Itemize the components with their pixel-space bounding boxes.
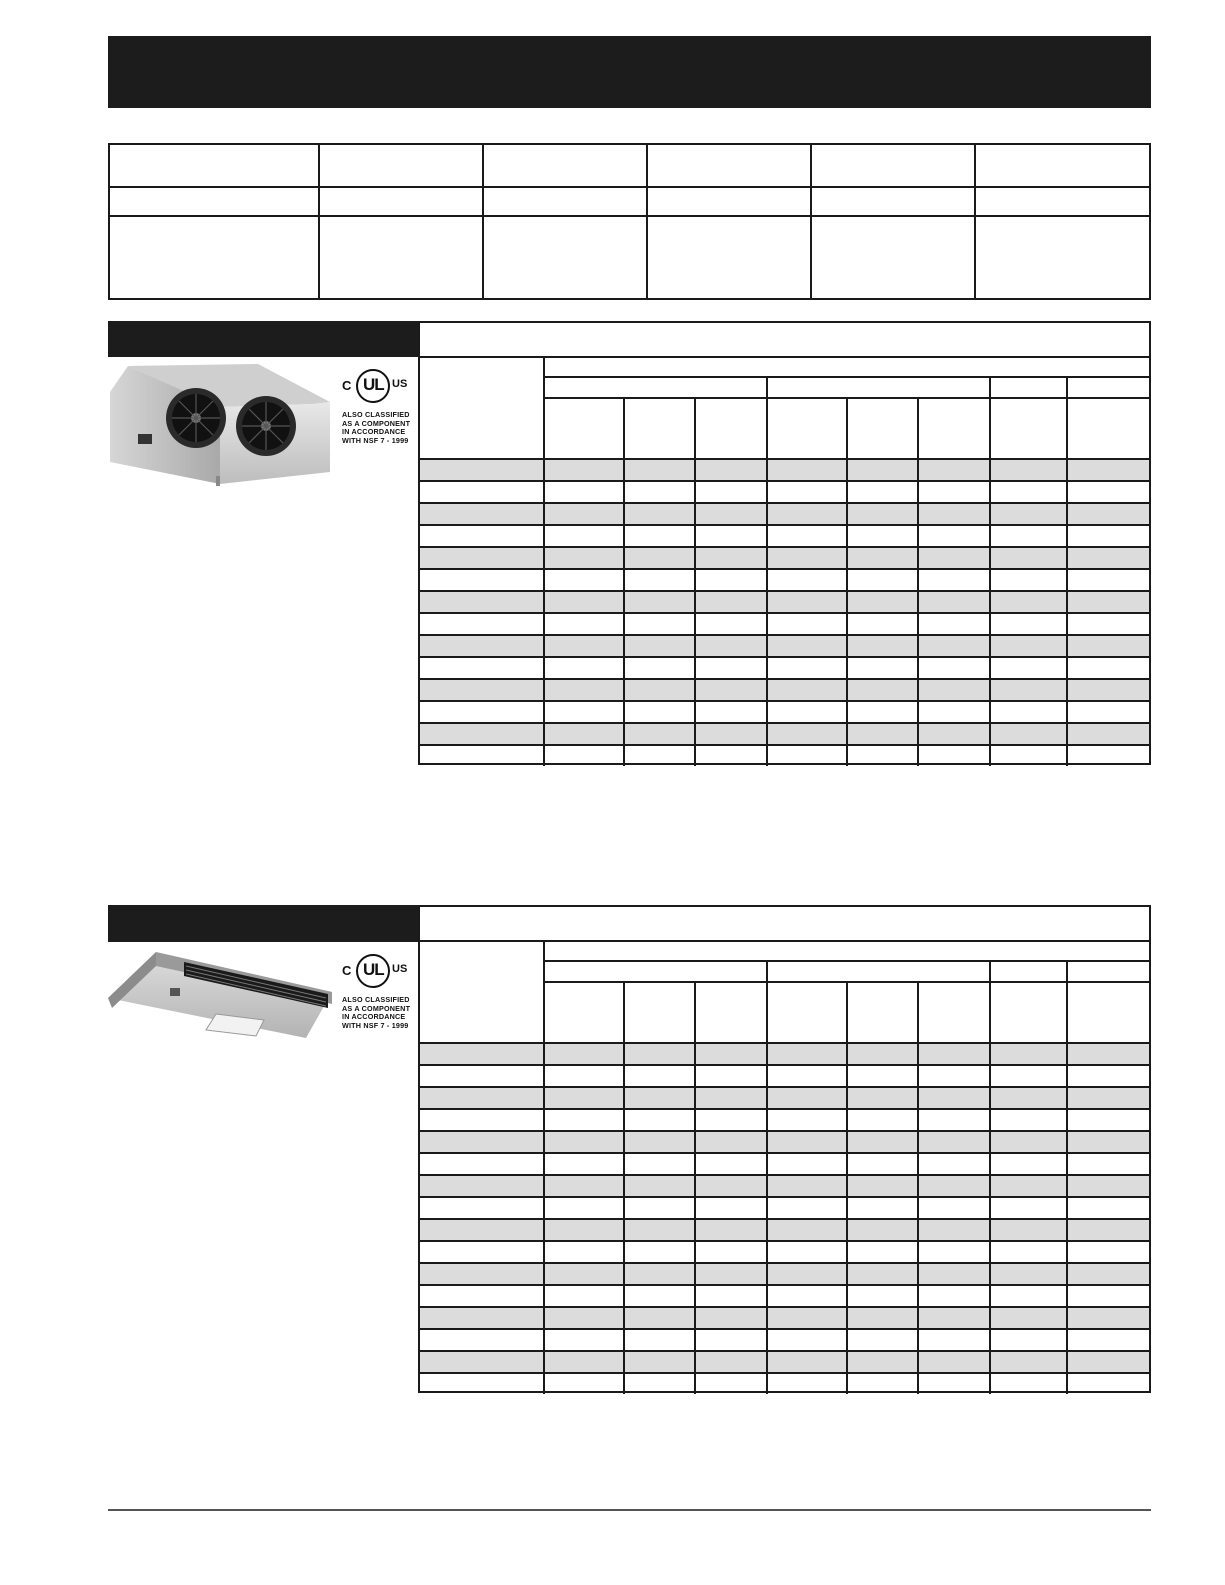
product-photo-low-profile-unit [106,948,334,1042]
row-rule [420,612,1149,614]
header-col-rule [623,397,625,458]
header-col-rule [989,960,991,1042]
header-rule [543,960,1149,962]
header-col-rule [766,376,768,458]
table-row [420,1306,1149,1328]
row-rule [420,634,1149,636]
row-rule [420,1152,1149,1154]
body-col-rule [694,1042,696,1394]
row-rule [420,1328,1149,1330]
header-col-rule [623,981,625,1042]
row-rule [420,1218,1149,1220]
section-2-data-table [418,940,1151,1393]
row-rule [420,546,1149,548]
table-row [420,1350,1149,1372]
table-row [420,1042,1149,1064]
spec-col-divider [810,145,812,298]
row-rule [420,590,1149,592]
product-photo-two-fan-unit [108,362,333,487]
table-row [420,524,1149,546]
row-rule [420,524,1149,526]
row-rule [420,1306,1149,1308]
body-col-rule [694,458,696,766]
table-row [420,1372,1149,1394]
row-rule [420,744,1149,746]
table-row [420,502,1149,524]
row-rule [420,1262,1149,1264]
row-rule [420,678,1149,680]
table-row [420,612,1149,634]
row-rule [420,1196,1149,1198]
table-row [420,480,1149,502]
body-col-rule [917,1042,919,1394]
header-col-rule [989,376,991,458]
table-row [420,744,1149,766]
row-rule [420,1240,1149,1242]
table-row [420,1086,1149,1108]
spec-row-divider [110,215,1149,217]
footer-rule [108,1509,1151,1511]
ul-certification-mark [342,954,411,1044]
body-col-rule [846,1042,848,1394]
nsf-classification-note: ALSO CLASSIFIED AS A COMPONENT IN ACCORDANCE WITH NSF 7 - 1999 [342,995,411,1030]
ul-us-label: US [392,378,408,390]
section-2-table-title-frame [418,905,1151,942]
header-col-rule [694,397,696,458]
row-rule [420,656,1149,658]
ul-logo-text: UL [363,960,384,979]
table-row [420,634,1149,656]
spec-table [108,143,1151,300]
header-col-rule [846,981,848,1042]
body-col-rule [623,1042,625,1394]
section-1-table-title-frame [418,321,1151,358]
row-rule [420,1284,1149,1286]
table-row [420,458,1149,480]
row-rule [420,1086,1149,1088]
nsf-classification-note: ALSO CLASSIFIED AS A COMPONENT IN ACCORDANCE WITH NSF 7 - 1999 [342,410,411,445]
table-row [420,1196,1149,1218]
body-col-rule [1066,1042,1068,1394]
spec-col-divider [974,145,976,298]
row-rule [420,480,1149,482]
body-col-rule [543,1042,545,1394]
row-rule [420,568,1149,570]
header-col-rule [1066,376,1068,458]
table-row [420,700,1149,722]
row-rule [420,1350,1149,1352]
header-col-rule [846,397,848,458]
ul-logo-text: UL [363,375,384,394]
section-1-title-bar [108,321,418,357]
section-2-title-bar [108,905,418,942]
row-rule [420,1108,1149,1110]
body-col-rule [766,458,768,766]
table-row [420,1262,1149,1284]
ul-us-label: US [392,963,408,975]
table-row [420,590,1149,612]
ul-certification-mark [342,369,411,459]
header-col-rule [917,397,919,458]
ul-c-label: C [342,963,352,978]
row-rule [420,700,1149,702]
body-col-rule [766,1042,768,1394]
page-header-bar [108,36,1151,108]
table-row [420,1064,1149,1086]
row-rule [420,458,1149,460]
table-row [420,1152,1149,1174]
table-row [420,1108,1149,1130]
header-col-rule [1066,960,1068,1042]
ul-c-label: C [342,378,352,393]
header-col-rule [694,981,696,1042]
body-col-rule [1066,458,1068,766]
body-col-rule [846,458,848,766]
spec-col-divider [482,145,484,298]
body-col-rule [543,458,545,766]
row-rule [420,502,1149,504]
row-rule [420,1064,1149,1066]
table-row [420,546,1149,568]
body-col-rule [623,458,625,766]
section-1-data-table [418,356,1151,765]
row-rule [420,1130,1149,1132]
header-col-rule [543,356,545,458]
row-rule [420,722,1149,724]
row-rule [420,1174,1149,1176]
spec-row-divider [110,186,1149,188]
spec-col-divider [318,145,320,298]
table-row [420,656,1149,678]
table-row [420,1284,1149,1306]
header-col-rule [766,960,768,1042]
header-col-rule [543,940,545,1042]
table-row [420,568,1149,590]
table-row [420,1218,1149,1240]
header-rule [543,376,1149,378]
table-row [420,1240,1149,1262]
table-row [420,1328,1149,1350]
table-row [420,722,1149,744]
table-row [420,678,1149,700]
row-rule [420,1372,1149,1374]
spec-col-divider [646,145,648,298]
table-row [420,1174,1149,1196]
body-col-rule [989,1042,991,1394]
body-col-rule [989,458,991,766]
body-col-rule [917,458,919,766]
table-row [420,1130,1149,1152]
row-rule [420,1042,1149,1044]
header-col-rule [917,981,919,1042]
